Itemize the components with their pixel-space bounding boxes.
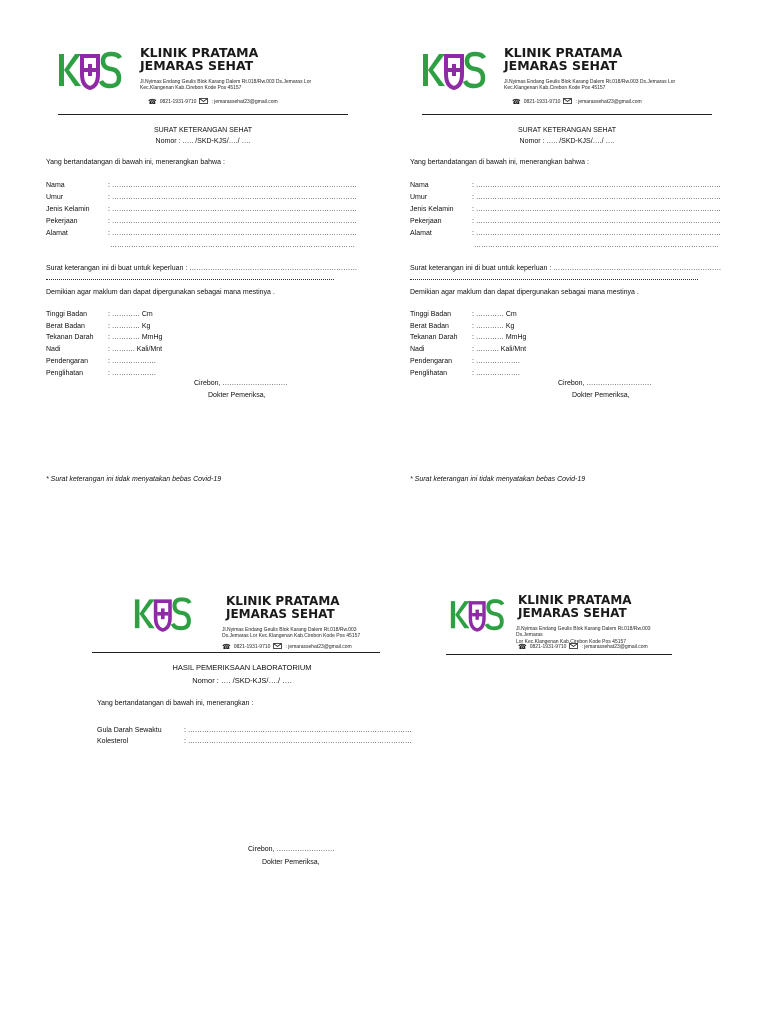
field-label: Alamat — [46, 230, 68, 237]
vital-row — [46, 323, 150, 330]
field-row — [410, 182, 721, 189]
clinic-name — [504, 46, 622, 72]
clinic-email: : jemarassehat23@gmail.com — [211, 99, 278, 105]
clinic-contact — [148, 98, 278, 106]
clinic-logo — [134, 594, 193, 639]
closing-text: Demikian agar maklum dan dapat dipergunakan sebagai mana mestinya . — [410, 289, 639, 296]
kjs-logo — [58, 48, 124, 92]
field-label: Gula Darah Sewaktu — [97, 727, 162, 734]
vital-value[interactable]: : ………………. — [472, 357, 520, 365]
vital-label: Berat Badan — [410, 322, 449, 330]
field-value[interactable]: : …………………………………………………………………………………………… — [472, 206, 721, 213]
vital-value[interactable]: : ………………. — [472, 369, 520, 377]
place-date[interactable]: Cirebon, ………………………. — [558, 380, 652, 387]
clinic-email: : jemarassehat23@gmail.com — [575, 99, 642, 105]
vital-label: Berat Badan — [46, 322, 85, 330]
clinic-logo — [450, 596, 506, 638]
address-continuation[interactable]: …………………………………………………………………………………………… — [474, 242, 719, 249]
kjs-logo — [422, 48, 488, 92]
health-certificate-form — [38, 46, 368, 496]
address-line2: Ds.Jemaras Lor Kec.Klangenan Kab.Cirebon Kode Pos 45157 — [222, 633, 361, 640]
vital-value[interactable]: : ………………. — [108, 369, 156, 377]
purpose-text[interactable]: Surat keterangan ini di buat untuk keperluan : ……………………………………………………………… — [410, 265, 722, 272]
address-line1: Jl.Nyimas Endang Geulis Blok Karang Dalem Rt.018/Rw.003 Ds.Jemaras — [516, 626, 651, 639]
clinic-name-line2: JEMARAS SEHAT — [140, 58, 254, 74]
clinic-name-line1: KLINIK PRATAMA — [140, 45, 259, 60]
vital-row — [410, 358, 520, 365]
document-number: Nomor : ….. /SKD-KJS/…./ …. — [519, 138, 615, 145]
field-value[interactable]: : …………………………………………………………………………………………… — [108, 194, 357, 201]
covid-note: * Surat keterangan ini tidak menyatakan bebas Covid-19 — [410, 476, 586, 483]
field-row — [410, 194, 721, 201]
vital-row — [410, 370, 520, 377]
field-label: Jenis Kelamin — [410, 206, 454, 213]
mail-icon — [563, 98, 572, 106]
vital-label: Tekanan Darah — [46, 334, 94, 342]
phone-icon: ☎ — [512, 99, 521, 106]
clinic-contact — [222, 643, 352, 651]
mail-icon — [273, 643, 282, 651]
address-line2: Kec.Klangenan Kab.Cirebon Kode Pos 45157 — [504, 85, 606, 92]
clinic-name-line2: JEMARAS SEHAT — [504, 58, 618, 74]
field-row — [410, 230, 721, 237]
vital-value[interactable]: : ………… Kg — [108, 322, 151, 330]
field-label: Alamat — [410, 230, 432, 237]
field-label: Umur — [46, 194, 64, 201]
vital-label: Pendengaran — [410, 357, 453, 365]
vital-value[interactable]: : ………… Kg — [472, 322, 515, 330]
clinic-name — [140, 46, 258, 72]
purpose-text[interactable]: Surat keterangan ini di buat untuk keperluan : ……………………………………………………………… — [46, 265, 358, 272]
vital-row — [46, 358, 156, 365]
address-line2: Kec.Klangenan Kab.Cirebon Kode Pos 45157 — [140, 85, 242, 92]
field-value[interactable]: : …………………………………………………………………………………… — [184, 738, 412, 745]
vital-value[interactable]: : ………. Kali/Mnt — [472, 346, 527, 354]
intro-text: Yang bertandatangan di bawah ini, menerangkan : — [97, 700, 254, 707]
document-title: SURAT KETERANGAN SEHAT — [153, 127, 253, 134]
document-number: Nomor : ….. /SKD-KJS/…./ …. — [155, 138, 251, 145]
vital-row — [410, 346, 526, 353]
clinic-phone: 0821-1931-9710 — [233, 644, 271, 650]
covid-note: * Surat keterangan ini tidak menyatakan bebas Covid-19 — [46, 476, 222, 483]
field-row — [410, 206, 721, 213]
document-number: Nomor : …. /SKD-KJS/…./ …. — [192, 676, 292, 685]
field-label: Nama — [46, 182, 65, 189]
clinic-phone: 0821-1931-9710 — [159, 99, 197, 105]
vital-row — [410, 323, 514, 330]
vital-value[interactable]: : ………………. — [108, 357, 156, 365]
field-label: Pekerjaan — [410, 218, 442, 225]
clinic-name — [518, 594, 632, 619]
vital-label: Tekanan Darah — [410, 334, 458, 342]
address-line1: Jl.Nyimas Endang Geulis Blok Karang Dalem Rt.018/Rw.003 Ds.Jemaras Lor — [140, 79, 312, 85]
clinic-name-line1: KLINIK PRATAMA — [504, 45, 623, 60]
field-value[interactable]: : …………………………………………………………………………………………… — [472, 182, 721, 189]
field-row — [97, 727, 412, 734]
address-continuation[interactable]: …………………………………………………………………………………………… — [110, 242, 355, 249]
phone-icon: ☎ — [222, 644, 231, 651]
field-row — [410, 218, 721, 225]
kjs-logo — [450, 596, 506, 633]
clinic-letterhead — [422, 46, 712, 115]
vital-label: Penglihatan — [410, 369, 447, 377]
purpose-line — [46, 279, 334, 280]
vital-label: Nadi — [46, 346, 61, 354]
blank-letterhead — [446, 590, 676, 656]
field-value[interactable]: : …………………………………………………………………………………………… — [472, 194, 721, 201]
field-value[interactable]: : …………………………………………………………………………………………… — [108, 206, 357, 213]
field-row — [46, 194, 357, 201]
vital-label: Pendengaran — [46, 357, 89, 365]
examiner-label: Dokter Pemeriksa, — [262, 859, 320, 866]
field-label: Nama — [410, 182, 429, 189]
clinic-email: : jemarassehat23@gmail.com — [581, 644, 648, 650]
field-value[interactable]: : …………………………………………………………………………………………… — [472, 230, 721, 237]
vital-value[interactable]: : ………… MmHg — [472, 334, 527, 342]
field-value[interactable]: : …………………………………………………………………………………………… — [108, 182, 357, 189]
clinic-address — [222, 627, 382, 640]
field-row — [46, 218, 357, 225]
vital-row — [410, 334, 526, 341]
clinic-name-line1: KLINIK PRATAMA — [518, 593, 632, 607]
field-value[interactable]: : …………………………………………………………………………………………… — [472, 218, 721, 225]
vital-label: Tinggi Badan — [410, 311, 451, 318]
health-certificate-form — [402, 46, 732, 496]
document-title: SURAT KETERANGAN SEHAT — [517, 127, 617, 134]
clinic-address — [516, 626, 676, 645]
intro-text: Yang bertandatangan di bawah ini, menerangkan bahwa : — [46, 159, 225, 166]
lab-result-form — [92, 590, 412, 880]
examiner-label: Dokter Pemeriksa, — [208, 392, 266, 399]
field-label: Umur — [410, 194, 428, 201]
vital-value[interactable]: : ………… Cm — [472, 311, 517, 318]
clinic-address — [140, 79, 350, 92]
field-row — [46, 206, 357, 213]
document-title: HASIL PEMERIKSAAN LABORATORIUM — [172, 663, 312, 672]
place-date[interactable]: Cirebon, ……………………. — [248, 846, 335, 853]
clinic-address — [504, 79, 714, 92]
vital-value[interactable]: : ………. Kali/Mnt — [108, 346, 163, 354]
field-label: Jenis Kelamin — [46, 206, 90, 213]
clinic-email: : jemarassehat23@gmail.com — [285, 644, 352, 650]
clinic-letterhead — [446, 590, 672, 655]
vital-row — [46, 334, 162, 341]
clinic-name-line2: JEMARAS SEHAT — [226, 606, 335, 621]
clinic-letterhead — [58, 46, 348, 115]
phone-icon: ☎ — [518, 644, 527, 651]
field-label: Kolesterol — [97, 738, 129, 745]
vital-label: Penglihatan — [46, 369, 83, 377]
address-line1: Jl.Nyimas Endang Geulis Blok Karang Dalem Rt.018/Rw.003 — [222, 627, 357, 633]
clinic-logo — [58, 48, 124, 97]
vital-value[interactable]: : ………… Cm — [108, 311, 153, 318]
clinic-letterhead — [92, 590, 380, 653]
closing-text: Demikian agar maklum dan dapat dipergunakan sebagai mana mestinya . — [46, 289, 275, 296]
mail-icon — [199, 98, 208, 106]
clinic-name — [226, 595, 340, 620]
purpose-line — [410, 279, 698, 280]
place-date[interactable]: Cirebon, ………………………. — [194, 380, 288, 387]
field-value[interactable]: : …………………………………………………………………………………………… — [108, 230, 357, 237]
intro-text: Yang bertandatangan di bawah ini, menerangkan bahwa : — [410, 159, 589, 166]
vital-value[interactable]: : ………… MmHg — [108, 334, 163, 342]
clinic-logo — [422, 48, 488, 97]
vital-label: Nadi — [410, 346, 425, 354]
mail-icon — [569, 643, 578, 651]
field-label: Pekerjaan — [46, 218, 78, 225]
clinic-contact — [512, 98, 642, 106]
vital-row — [46, 370, 156, 377]
clinic-phone: 0821-1931-9710 — [523, 99, 561, 105]
phone-icon: ☎ — [148, 99, 157, 106]
clinic-name-line2: JEMARAS SEHAT — [518, 605, 627, 620]
field-row — [97, 738, 412, 745]
examiner-label: Dokter Pemeriksa, — [572, 392, 630, 399]
vital-row — [410, 311, 517, 318]
clinic-name-line1: KLINIK PRATAMA — [226, 594, 340, 608]
field-row — [46, 230, 357, 237]
vital-row — [46, 311, 153, 318]
clinic-phone: 0821-1931-9710 — [529, 644, 567, 650]
field-value[interactable]: : …………………………………………………………………………………………… — [108, 218, 357, 225]
clinic-contact — [518, 643, 648, 651]
vital-row — [46, 346, 162, 353]
kjs-logo — [134, 594, 193, 634]
address-line2: Lor Kec.Klangenan Kab.Cirebon Kode Pos 45157 — [516, 638, 627, 645]
vital-label: Tinggi Badan — [46, 311, 87, 318]
field-row — [46, 182, 357, 189]
address-line1: Jl.Nyimas Endang Geulis Blok Karang Dalem Rt.018/Rw.003 Ds.Jemaras Lor — [504, 79, 676, 85]
field-value[interactable]: : …………………………………………………………………………………… — [184, 727, 412, 734]
